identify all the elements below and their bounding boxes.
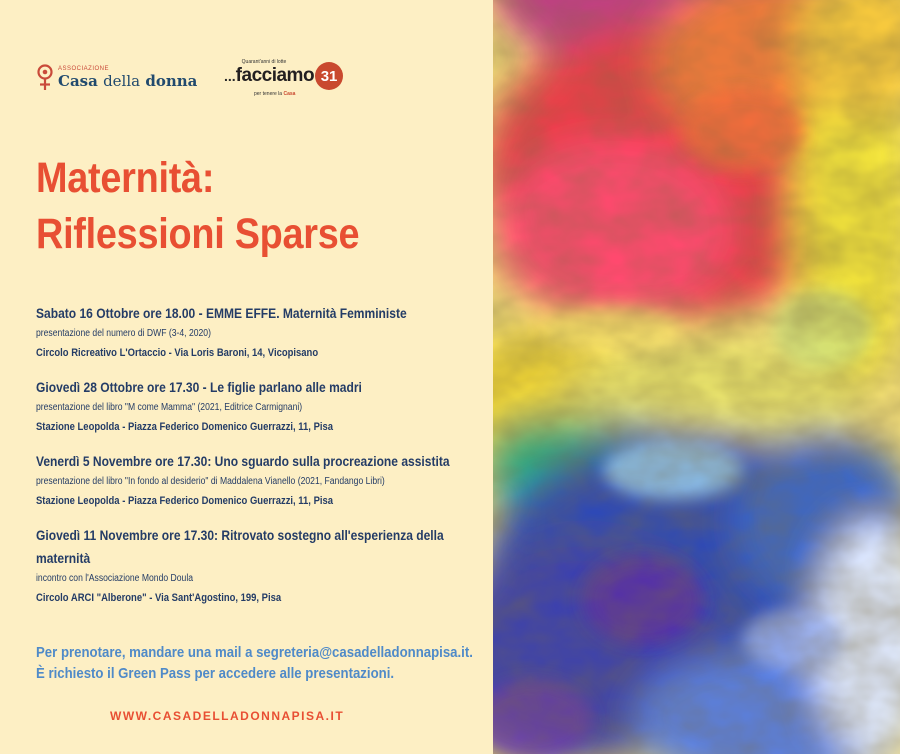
facciamo-tagline: Quarant'anni di lotte bbox=[241, 59, 287, 65]
event-heading: Giovedì 11 Novembre ore 17.30: Ritrovato sostegno all'esperienza della maternità bbox=[36, 527, 444, 566]
event-location: Stazione Leopolda - Piazza Federico Domenico Guerrazzi, 11, Pisa bbox=[36, 495, 334, 507]
title-line-1: Maternità: bbox=[36, 154, 215, 202]
website-link[interactable]: WWW.CASADELLADONNAPISA.IT bbox=[110, 709, 345, 723]
booking-info bbox=[36, 642, 473, 684]
event-heading: Giovedì 28 Ottobre ore 17.30 - Le figlie parlano alle madri bbox=[36, 379, 362, 395]
event-location: Circolo ARCI "Alberone" - Via Sant'Agostino, 199, Pisa bbox=[36, 592, 282, 604]
title-line-2: Riflessioni Sparse bbox=[36, 210, 360, 258]
facciamo-31-logo bbox=[224, 59, 343, 97]
events-list bbox=[36, 302, 476, 621]
booking-line-email: Per prenotare, mandare una mail a segreteria@casadelladonnapisa.it. bbox=[36, 644, 473, 661]
event-location: Stazione Leopolda - Piazza Federico Domenico Guerrazzi, 11, Pisa bbox=[36, 421, 334, 433]
facciamo-word: facciamo bbox=[235, 65, 315, 86]
facciamo-number-badge: 31 bbox=[315, 62, 343, 90]
event-location: Circolo Ricreativo L'Ortaccio - Via Loris Baroni, 14, Vicopisano bbox=[36, 347, 319, 359]
venus-symbol-icon bbox=[36, 64, 54, 92]
event-item bbox=[36, 524, 476, 608]
logo-association-label: ASSOCIAZIONE bbox=[58, 66, 110, 72]
page-title bbox=[36, 150, 359, 262]
event-item bbox=[36, 302, 476, 363]
abstract-art-image bbox=[493, 0, 900, 754]
fluid-paint-artwork bbox=[493, 0, 900, 754]
event-heading: Venerdì 5 Novembre ore 17.30: Uno sguardo sulla procreazione assistita bbox=[36, 453, 450, 469]
event-description: presentazione del libro "M come Mamma" (2021, Editrice Carmignani) bbox=[36, 402, 303, 413]
facciamo-dots: ... bbox=[224, 68, 236, 84]
event-description: presentazione del numero di DWF (3-4, 2020) bbox=[36, 328, 211, 339]
event-item bbox=[36, 450, 476, 511]
booking-line-greenpass: È richiesto il Green Pass per accedere alle presentazioni. bbox=[36, 665, 395, 682]
event-item bbox=[36, 376, 476, 437]
logo-name: Casa della donna bbox=[58, 72, 198, 90]
facciamo-subline: per tenere la Casa bbox=[254, 91, 296, 97]
casa-della-donna-logo bbox=[36, 64, 197, 92]
event-description: presentazione del libro "In fondo al desiderio" di Maddalena Vianello (2021, Fandango Libri) bbox=[36, 476, 385, 487]
event-heading: Sabato 16 Ottobre ore 18.00 - EMME EFFE. Maternità Femministe bbox=[36, 305, 407, 321]
event-description: incontro con l'Associazione Mondo Doula bbox=[36, 573, 194, 584]
logos-row bbox=[36, 59, 366, 97]
